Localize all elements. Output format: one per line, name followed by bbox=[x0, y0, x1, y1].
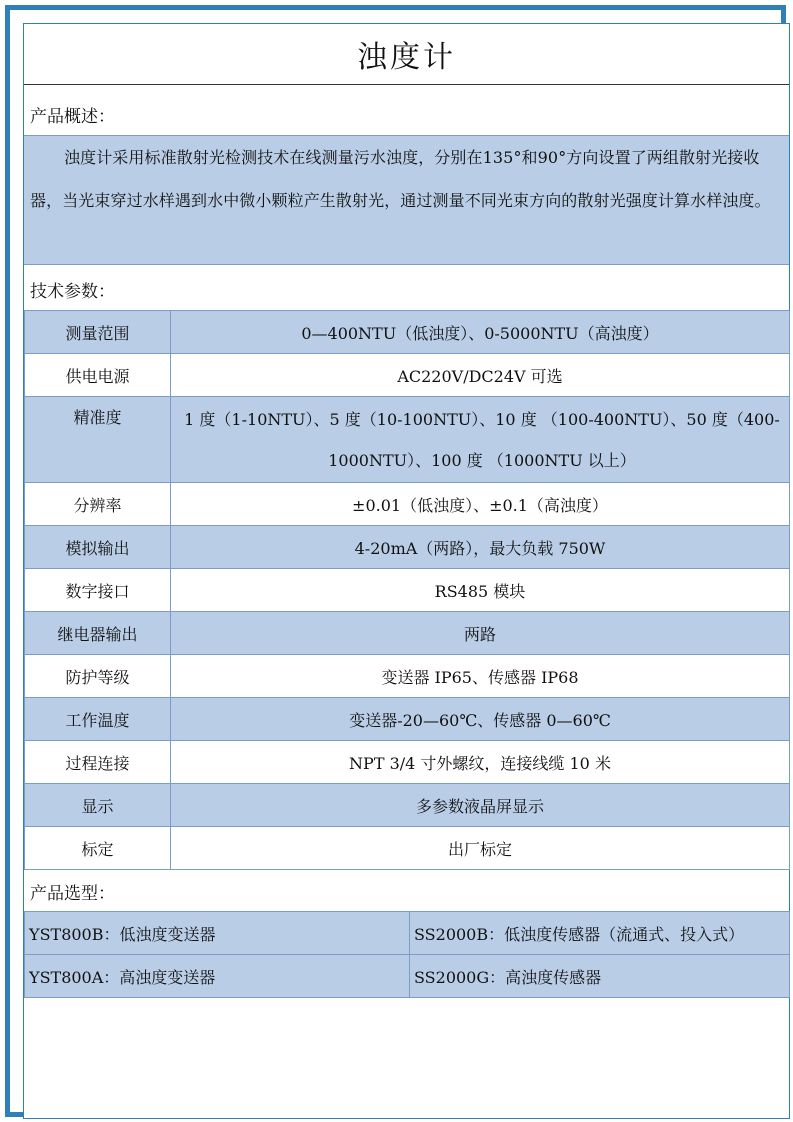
spec-table bbox=[24, 310, 790, 870]
table-row bbox=[25, 397, 790, 483]
table-row bbox=[25, 311, 790, 354]
section-heading-overview: 产品概述： bbox=[30, 107, 115, 127]
table-row bbox=[25, 354, 790, 397]
table-row bbox=[25, 741, 790, 784]
title-divider bbox=[24, 84, 789, 85]
spec-value: ±0.01（低浊度）、±0.1（高浊度） bbox=[171, 483, 790, 526]
spec-value: 变送器 IP65、传感器 IP68 bbox=[171, 655, 790, 698]
spec-key: 数字接口 bbox=[25, 569, 171, 612]
spec-key: 防护等级 bbox=[25, 655, 171, 698]
intro-block bbox=[24, 135, 789, 265]
spec-value: 多参数液晶屏显示 bbox=[171, 784, 790, 827]
table-row bbox=[25, 483, 790, 526]
table-row bbox=[25, 612, 790, 655]
table-row bbox=[25, 526, 790, 569]
spec-value: 4-20mA（两路），最大负载 750W bbox=[171, 526, 790, 569]
selection-cell: SS2000G：高浊度传感器 bbox=[410, 955, 790, 998]
spec-key: 标定 bbox=[25, 827, 171, 870]
spec-value: RS485 模块 bbox=[171, 569, 790, 612]
spec-key: 过程连接 bbox=[25, 741, 171, 784]
table-row bbox=[25, 698, 790, 741]
table-row bbox=[25, 569, 790, 612]
page-title: 浊度计 bbox=[357, 40, 456, 75]
selection-cell: SS2000B：低浊度传感器（流通式、投入式） bbox=[410, 912, 790, 955]
intro-text: 浊度计采用标准散射光检测技术在线测量污水浊度，分别在135°和90°方向设置了两组散射光接收器，当光束穿过水样遇到水中微小颗粒产生散射光，通过测量不同光束方向的散射光强度计算水样浊度。 bbox=[30, 148, 771, 210]
spec-value: 出厂标定 bbox=[171, 827, 790, 870]
spec-value: 两路 bbox=[171, 612, 790, 655]
spec-key: 显示 bbox=[25, 784, 171, 827]
selection-table bbox=[24, 911, 790, 998]
spec-key: 测量范围 bbox=[25, 311, 171, 354]
selection-cell: YST800A：高浊度变送器 bbox=[25, 955, 410, 998]
selection-cell: YST800B：低浊度变送器 bbox=[25, 912, 410, 955]
table-row bbox=[25, 784, 790, 827]
page-frame bbox=[5, 5, 786, 1117]
spec-key: 供电电源 bbox=[25, 354, 171, 397]
spec-value-text: 1 度（1-10NTU）、5 度（10-100NTU）、10 度 （100-400NTU）、50 度（400-1000NTU）、100 度 （1000NTU 以上） bbox=[184, 409, 780, 470]
section-heading-selection: 产品选型： bbox=[30, 884, 115, 904]
spec-value: AC220V/DC24V 可选 bbox=[171, 354, 790, 397]
spec-key: 模拟输出 bbox=[25, 526, 171, 569]
table-row bbox=[25, 955, 790, 998]
document-body bbox=[23, 23, 790, 1119]
table-row bbox=[25, 655, 790, 698]
table-row bbox=[25, 827, 790, 870]
spec-key: 精准度 bbox=[25, 397, 171, 483]
spec-key: 工作温度 bbox=[25, 698, 171, 741]
spec-value: NPT 3/4 寸外螺纹，连接线缆 10 米 bbox=[171, 741, 790, 784]
spec-value: 0—400NTU（低浊度）、0-5000NTU（高浊度） bbox=[171, 311, 790, 354]
table-row bbox=[25, 912, 790, 955]
section-heading-params: 技术参数： bbox=[30, 282, 115, 302]
spec-key: 分辨率 bbox=[25, 483, 171, 526]
spec-value bbox=[171, 397, 790, 483]
spec-value: 变送器-20—60℃、传感器 0—60℃ bbox=[171, 698, 790, 741]
spec-key: 继电器输出 bbox=[25, 612, 171, 655]
